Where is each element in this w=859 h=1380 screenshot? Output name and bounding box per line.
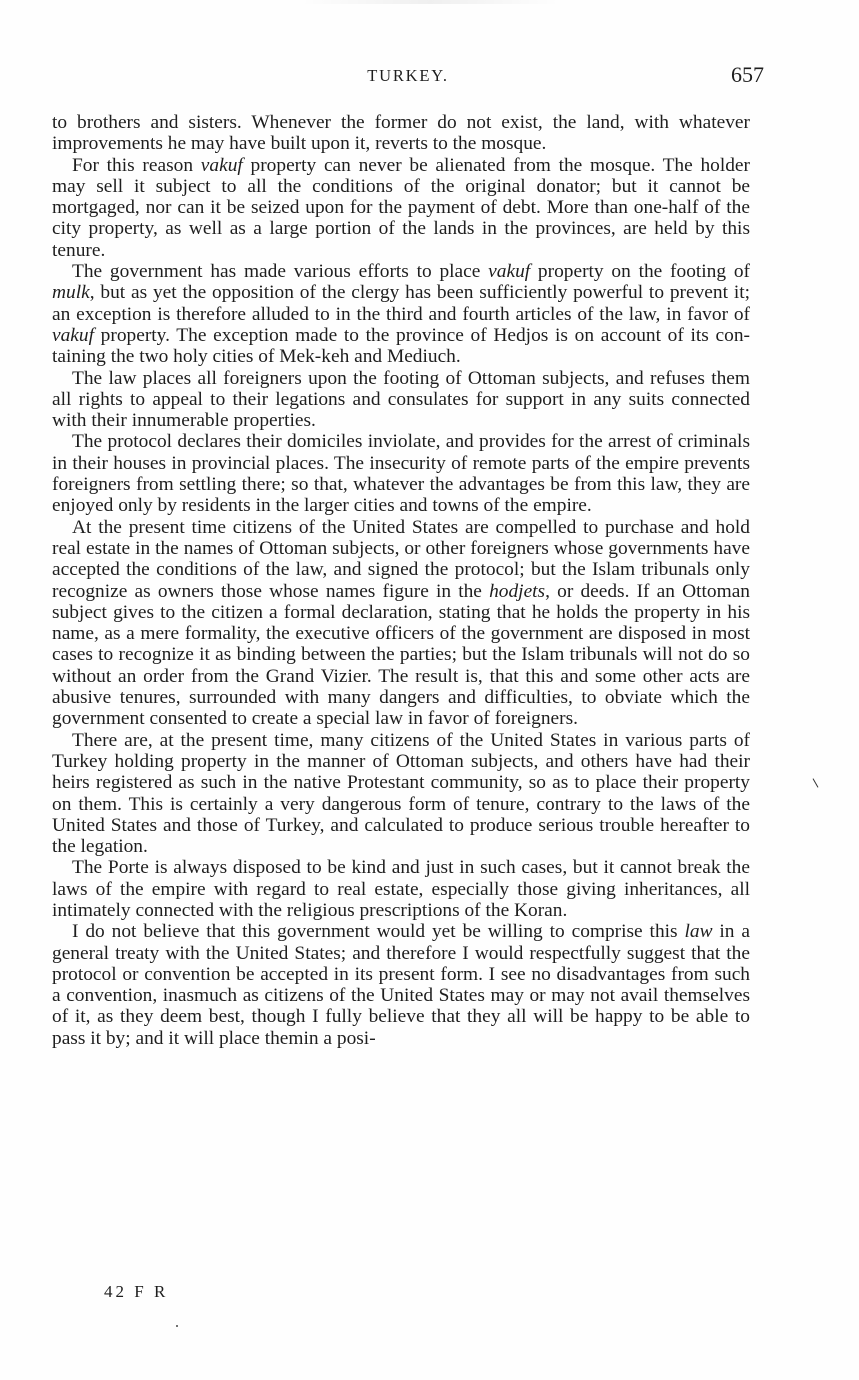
text-run: I do not believe that this government would yet be willing to comprise this xyxy=(72,921,685,943)
text-run: property on the footing of xyxy=(530,261,750,283)
text-run: The protocol declares their domiciles inviolate, and provides for the arrest of criminals in their houses in provincial places. The insecurity of remote parts of the empire prevents foreigners from settling there; so that, whatever the advantages be from this law, they are enjoyed only by residents in the larger cities and towns of the empire. xyxy=(52,431,750,517)
text-run: , or deeds. If an Ottoman subject gives to the citizen a formal declaration, stating that he holds the property in his name, as a mere formality, the executive officers of the government are disposed in most cases to recognize it as binding between the parties; but the Islam tribunals will not do so without an order from the Grand Vizier. The result is, that this and some other acts are abusive tenures, surrounded with many dangers and difficulties, to obviate which the government consented to create a special law in favor of foreigners. xyxy=(52,580,751,730)
italic-term: law xyxy=(684,921,713,943)
text-run: There are, at the present time, many citizens of the United States in various parts of Turkey holding property in the manner of Ottoman subjects, and others have had their heirs registered as such in the native Protestant community, so as to place their property on them. This is certainly a very dangerous form of tenure, contrary to the laws of the United States and those of Turkey, and calculated to produce serious trouble hereafter to the legation. xyxy=(52,729,750,858)
paragraph xyxy=(52,921,750,1049)
page-header xyxy=(52,62,764,92)
text-run: in a general treaty with the United States; and therefore I would respectfully suggest that the protocol or convention be accepted in its present form. I see no disadvantages from such a convention, inasmuch as citizens of the United States may or may not avail themselves of it, as they deem best, though I fully believe that they all will be happy to be able to pass it by; and it will place themin a posi- xyxy=(52,921,750,1049)
text-run: At the present time citizens of the United States are compelled to purchase and hold real estate in the names of Ottoman subjects, or other foreigners whose governments have accepted the conditions of the law, and signed the protocol; but the Islam tribunals only recognize as owners those whose names figure in the xyxy=(52,516,750,602)
paragraph xyxy=(52,517,750,730)
text-run: The law places all foreigners upon the footing of Ottoman subjects, and refuses them all rights to appeal to their legations and consulates for support in any suits connected with their innumerable properties. xyxy=(52,367,750,432)
signature-mark: 42 F R xyxy=(104,1282,169,1301)
italic-term: mulk xyxy=(52,282,90,304)
page-number: 657 xyxy=(731,62,764,87)
text-run: The Porte is always disposed to be kind and just in such cases, but it cannot break the laws of the empire with regard to real estate, especially those giving inheritances, all intimately connected with the religious prescriptions of the Koran. xyxy=(52,857,750,921)
text-run: , but as yet the opposition of the clergy has been sufficiently powerful to prevent it; an exception is therefore alluded to in the third and fourth articles of the law, in favor of xyxy=(52,282,750,325)
paragraph xyxy=(52,431,750,516)
running-head: TURKEY. xyxy=(367,66,449,85)
italic-term: hodjets xyxy=(489,580,546,602)
body-text xyxy=(52,112,750,1049)
scan-smudge xyxy=(300,0,560,4)
text-run: property. The exception made to the province of Hedjos is on account of its containing the two holy cities of Mek-keh and Mediuch. xyxy=(52,324,750,368)
scan-mark xyxy=(813,778,819,787)
paragraph xyxy=(52,730,750,858)
text-run: The government has made various efforts to place xyxy=(72,261,489,283)
text-run: to brothers and sisters. Whenever the former do not exist, the land, with whatever improvements he may have built upon it, reverts to the mosque. xyxy=(52,112,750,155)
text-run: For this reason xyxy=(72,154,201,176)
italic-term: vakuf xyxy=(200,154,243,176)
paragraph xyxy=(52,857,750,921)
italic-term: vakuf xyxy=(52,324,94,346)
paragraph xyxy=(52,261,750,367)
paragraph xyxy=(52,368,750,432)
paragraph xyxy=(52,112,750,155)
paragraph xyxy=(52,155,750,261)
italic-term: vakuf xyxy=(488,261,531,283)
text-run: property can never be alienated from the mosque. The holder may sell it subject to all the conditions of the original donator; but it cannot be mortgaged, nor can it be seized upon for the payment of debt. More than one-half of the city property, as well as a large portion of the lands in the provinces, are held by this tenure. xyxy=(52,154,750,261)
scan-speck xyxy=(176,1325,178,1327)
